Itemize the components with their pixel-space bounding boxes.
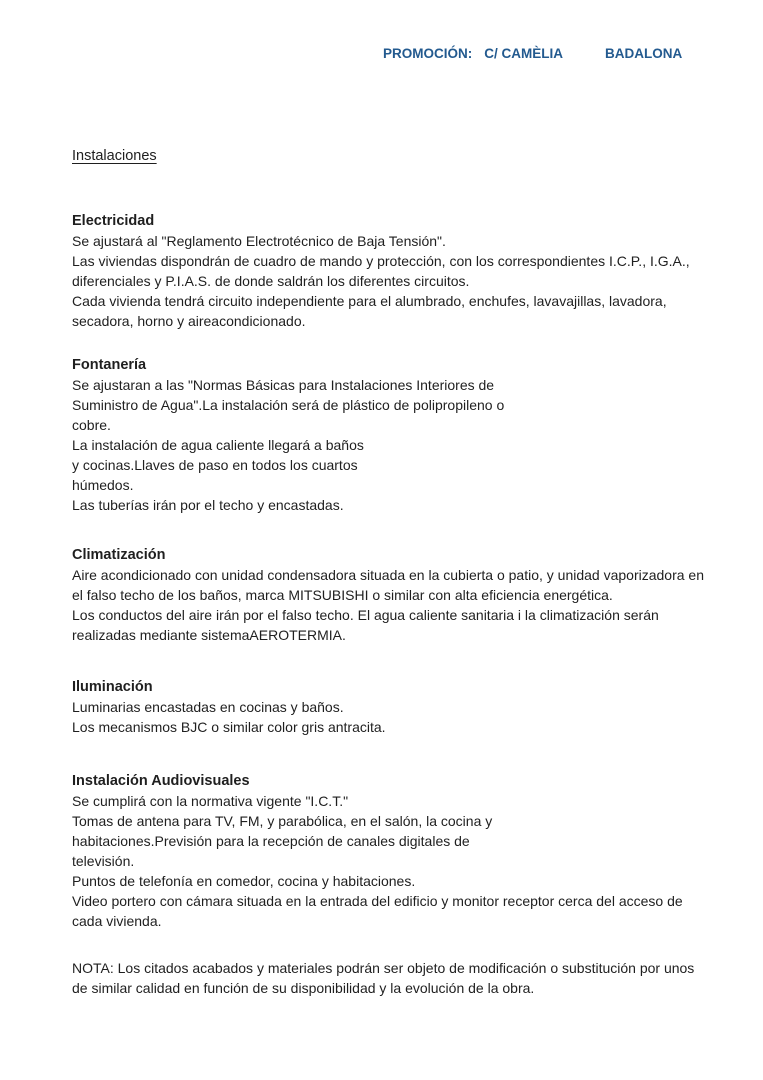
text-line: televisión. [72,853,135,869]
section-instalacion-audiovisuales [72,771,683,931]
text-line: Cada vivienda tendrá circuito independiente para el alumbrado, enchufes, lavavajillas, lavadora, [72,293,667,309]
document-header [383,46,682,61]
text-line: el falso techo de los baños, marca MITSUBISHI o similar con alta eficiencia energética. [72,587,613,603]
text-line: secadora, horno y aireacondicionado. [72,313,306,329]
section-body [72,565,704,645]
text-line: de similar calidad en función de su disponibilidad y la evolución de la obra. [72,980,535,996]
text-line: cada vivienda. [72,913,162,929]
text-line: habitaciones.Previsión para la recepción de canales digitales de [72,833,470,849]
text-line: Los conductos del aire irán por el falso techo. El agua caliente sanitaria i la climatización serán [72,607,659,623]
section-heading: Instalación Audiovisuales [72,773,250,789]
text-line: diferenciales y P.I.A.S. de donde saldrán los diferentes circuitos. [72,273,470,289]
text-line: Se ajustaran a las "Normas Básicas para Instalaciones Interiores de [72,377,495,393]
section-heading: Iluminación [72,679,153,695]
text-line: Suministro de Agua".La instalación será de plástico de polipropileno o [72,397,505,413]
text-line: Luminarias encastadas en cocinas y baños. [72,699,344,715]
text-line: La instalación de agua caliente llegará a baños [72,437,364,453]
promotion-street: C/ CAMÈLIA [484,46,563,61]
text-line: Video portero con cámara situada en la entrada del edificio y monitor receptor cerca del acceso de [72,893,683,909]
text-line: Puntos de telefonía en comedor, cocina y habitaciones. [72,873,416,889]
text-line: Las viviendas dispondrán de cuadro de mando y protección, con los correspondientes I.C.P., I.G.A., [72,253,690,269]
text-line: Se cumplirá con la normativa vigente "I.C.T." [72,793,349,809]
text-line: Tomas de antena para TV, FM, y parabólica, en el salón, la cocina y [72,813,493,829]
section-fontaneria [72,355,504,515]
text-line: húmedos. [72,477,134,493]
text-line: cobre. [72,417,111,433]
section-body [72,231,690,331]
section-body [72,791,683,931]
note-paragraph [72,958,694,998]
section-climatizacion [72,545,704,645]
section-body [72,375,504,515]
section-heading: Fontanería [72,357,147,373]
text-line: Aire acondicionado con unidad condensadora situada en la cubierta o patio, y unidad vaporizadora en [72,567,705,583]
text-line: Los mecanismos BJC o similar color gris antracita. [72,719,386,735]
text-line: y cocinas.Llaves de paso en todos los cuartos [72,457,358,473]
text-line: NOTA: Los citados acabados y materiales podrán ser objeto de modificación o substitución por unos [72,960,695,976]
section-body [72,697,386,737]
promotion-label: PROMOCIÓN: [383,46,473,61]
section-iluminacion [72,677,386,737]
section-heading: Electricidad [72,213,155,229]
text-line: Se ajustará al "Reglamento Electrotécnico de Baja Tensión". [72,233,446,249]
section-heading: Climatización [72,547,166,563]
promotion-city: BADALONA [605,46,683,61]
section-electricidad [72,211,690,331]
text-line: realizadas mediante sistemaAEROTERMIA. [72,627,346,643]
text-line: Las tuberías irán por el techo y encastadas. [72,497,344,513]
page-title: Instalaciones [72,148,157,164]
